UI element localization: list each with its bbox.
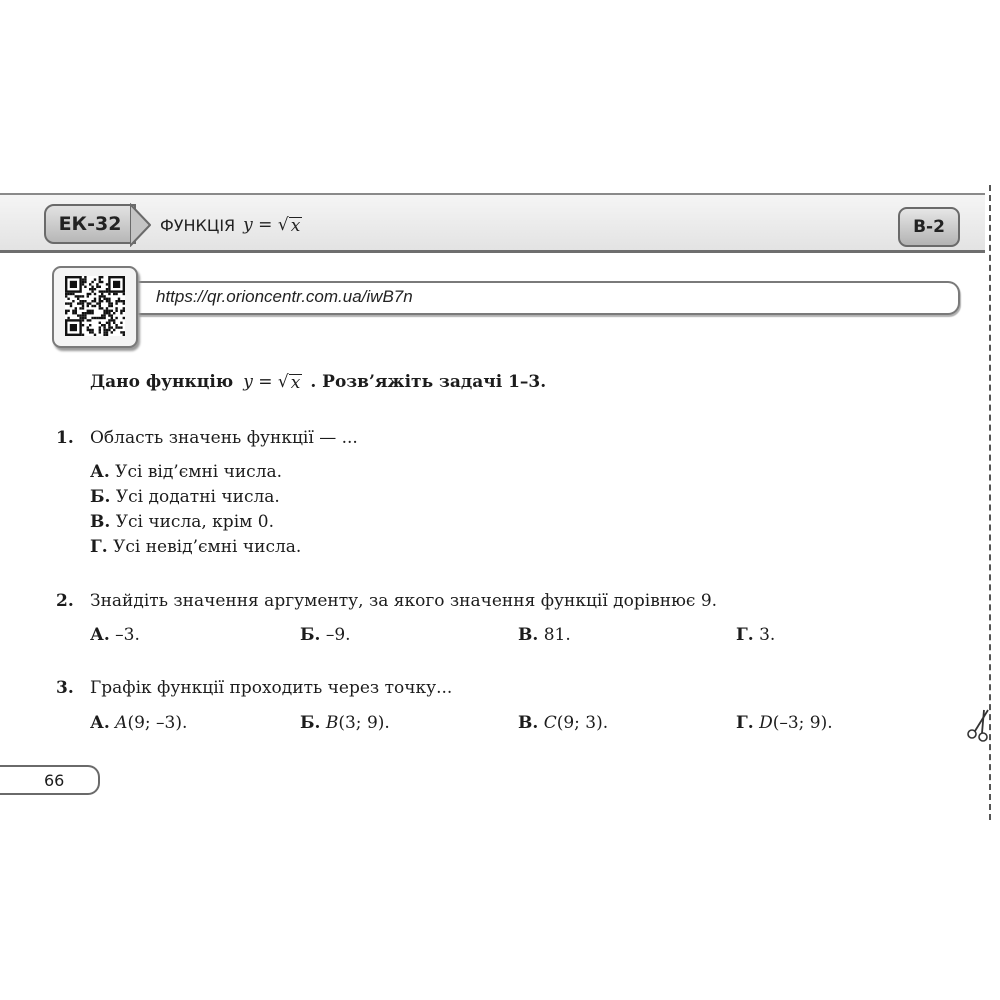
question-text: Графік функції проходить через точку... [90,678,453,698]
answer-option[interactable]: В. Усі числа, крім 0. [90,512,274,532]
answer-option[interactable]: Г. Усі невід’ємні числа. [90,537,302,557]
arrow-right-icon [130,202,154,248]
scissors-icon [964,706,994,746]
answer-option[interactable]: А. A(9; –3). [90,713,188,733]
answer-option[interactable]: Б. –9. [300,625,351,645]
answer-option[interactable]: Г. D(–3; 9). [736,713,833,733]
topic-title [160,211,302,239]
answer-option[interactable]: В. 81. [518,625,571,645]
answer-option[interactable]: В. C(9; 3). [518,713,609,733]
answer-option[interactable]: А. –3. [90,625,140,645]
topic-label: ФУНКЦІЯ [160,215,236,235]
answer-option[interactable]: Г. 3. [736,625,776,645]
intro-formula: y = √ x [243,372,301,393]
question-number: 2. [56,591,74,611]
variant-badge: В-2 [898,207,960,247]
question-number: 1. [56,428,74,448]
question-text: Область значень функції — ... [90,428,358,448]
answer-option[interactable]: Б. Усі додатні числа. [90,487,280,507]
question-number: 3. [56,678,74,698]
qr-url-link[interactable]: https://qr.orioncentr.com.ua/iwB7n [156,287,413,306]
question-text: Знайдіть значення аргументу, за якого значення функції дорівнює 9. [90,591,718,611]
answer-option[interactable]: Б. B(3; 9). [300,713,390,733]
task-intro: Дано функцію y = √ x . Розв’яжіть задачі 1–3. [90,372,547,393]
section-code-badge: ЕК-32 [44,204,136,244]
page-number: 66 [0,765,100,795]
answer-option[interactable]: А. Усі від’ємні числа. [90,462,283,482]
qr-code-icon[interactable] [65,276,125,336]
topic-formula: y = √ x [243,214,301,236]
